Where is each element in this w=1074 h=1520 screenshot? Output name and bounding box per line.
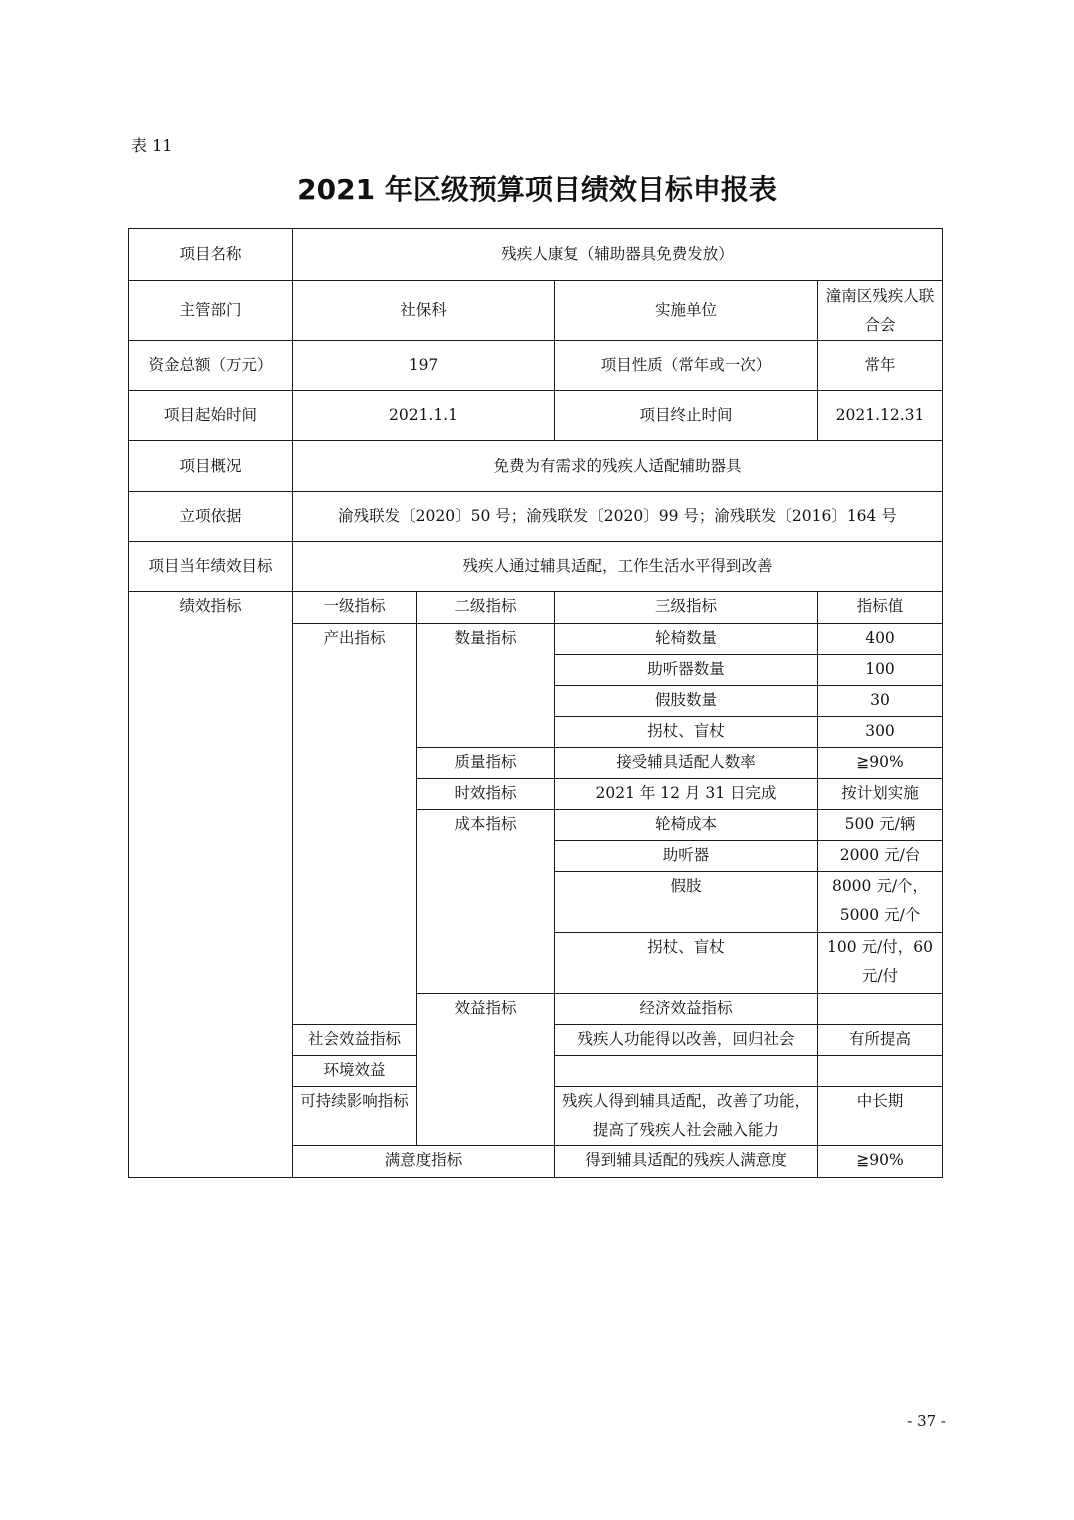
goal-label: 项目当年绩效目标 — [129, 542, 293, 592]
indicator-name: 残疾人功能得以改善，回归社会 — [555, 1025, 818, 1056]
header-level2: 二级指标 — [417, 592, 555, 624]
indicator-value: 2000 元/台 — [818, 841, 943, 872]
project-nature-value: 常年 — [818, 341, 943, 391]
project-name-row — [129, 229, 943, 281]
social-benefit-label: 社会效益指标 — [293, 1025, 417, 1056]
performance-target-table — [128, 228, 943, 1178]
quality-indicator-label: 质量指标 — [417, 748, 555, 779]
environment-benefit-label: 环境效益 — [293, 1056, 417, 1087]
satisfaction-indicator-label: 满意度指标 — [293, 1146, 555, 1178]
indicator-name: 拐杖、盲杖 — [555, 717, 818, 748]
indicator-value: 中长期 — [818, 1087, 943, 1146]
performance-indicators-label: 绩效指标 — [129, 592, 293, 1178]
output-indicator-label: 产出指标 — [293, 624, 417, 1025]
indicator-name: 接受辅具适配人数率 — [555, 748, 818, 779]
indicator-value: 按计划实施 — [818, 779, 943, 810]
indicator-value: 300 — [818, 717, 943, 748]
total-funding-label: 资金总额（万元） — [129, 341, 293, 391]
goal-value: 残疾人通过辅具适配，工作生活水平得到改善 — [293, 542, 943, 592]
indicator-value: 100 元/付，60 元/付 — [818, 933, 943, 994]
quantity-indicator-label: 数量指标 — [417, 624, 555, 748]
indicator-name: 假肢数量 — [555, 686, 818, 717]
indicator-name: 得到辅具适配的残疾人满意度 — [555, 1146, 818, 1178]
implementing-unit-label: 实施单位 — [555, 281, 818, 341]
indicator-name: 假肢 — [555, 872, 818, 933]
implementing-unit-value: 潼南区残疾人联合会 — [818, 281, 943, 341]
header-level1: 一级指标 — [293, 592, 417, 624]
indicator-value: 500 元/辆 — [818, 810, 943, 841]
indicator-name: 拐杖、盲杖 — [555, 933, 818, 994]
economic-benefit-label: 经济效益指标 — [555, 994, 818, 1025]
indicator-value: 100 — [818, 655, 943, 686]
period-row — [129, 391, 943, 441]
department-row — [129, 281, 943, 341]
indicator-value: 400 — [818, 624, 943, 655]
end-time-value: 2021.12.31 — [818, 391, 943, 441]
overview-label: 项目概况 — [129, 441, 293, 492]
basis-label: 立项依据 — [129, 492, 293, 542]
indicator-name: 助听器 — [555, 841, 818, 872]
goal-row — [129, 542, 943, 592]
project-nature-label: 项目性质（常年或一次） — [555, 341, 818, 391]
header-value: 指标值 — [818, 592, 943, 624]
project-name-label: 项目名称 — [129, 229, 293, 281]
start-time-label: 项目起始时间 — [129, 391, 293, 441]
header-level3: 三级指标 — [555, 592, 818, 624]
project-name-value: 残疾人康复（辅助器具免费发放） — [293, 229, 943, 281]
overview-value: 免费为有需求的残疾人适配辅助器具 — [293, 441, 943, 492]
indicator-name — [555, 1056, 818, 1087]
indicator-value — [818, 1056, 943, 1087]
overview-row — [129, 441, 943, 492]
basis-value: 渝残联发〔2020〕50 号；渝残联发〔2020〕99 号；渝残联发〔2016〕164 号 — [293, 492, 943, 542]
indicator-name: 轮椅数量 — [555, 624, 818, 655]
indicator-name: 轮椅成本 — [555, 810, 818, 841]
funding-row — [129, 341, 943, 391]
page-number: - 37 - — [907, 1412, 946, 1430]
indicator-name — [818, 994, 943, 1025]
end-time-label: 项目终止时间 — [555, 391, 818, 441]
department-value: 社保科 — [293, 281, 555, 341]
indicator-value: 8000 元/个，5000 元/个 — [818, 872, 943, 933]
indicator-name: 2021 年 12 月 31 日完成 — [555, 779, 818, 810]
start-time-value: 2021.1.1 — [293, 391, 555, 441]
page-title: 2021 年区级预算项目绩效目标申报表 — [297, 173, 777, 206]
department-label: 主管部门 — [129, 281, 293, 341]
indicator-value: 30 — [818, 686, 943, 717]
indicator-name: 助听器数量 — [555, 655, 818, 686]
table-label: 表 11 — [131, 136, 173, 155]
indicator-value: ≧90% — [818, 1146, 943, 1178]
benefit-indicator-label: 效益指标 — [417, 994, 555, 1146]
indicator-name: 残疾人得到辅具适配，改善了功能，提高了残疾人社会融入能力 — [555, 1087, 818, 1146]
cost-indicator-label: 成本指标 — [417, 810, 555, 994]
indicator-value: ≧90% — [818, 748, 943, 779]
indicator-value: 有所提高 — [818, 1025, 943, 1056]
total-funding-value: 197 — [293, 341, 555, 391]
timeliness-indicator-label: 时效指标 — [417, 779, 555, 810]
sustainable-impact-label: 可持续影响指标 — [293, 1087, 417, 1146]
indicator-header-row — [129, 592, 943, 624]
basis-row — [129, 492, 943, 542]
